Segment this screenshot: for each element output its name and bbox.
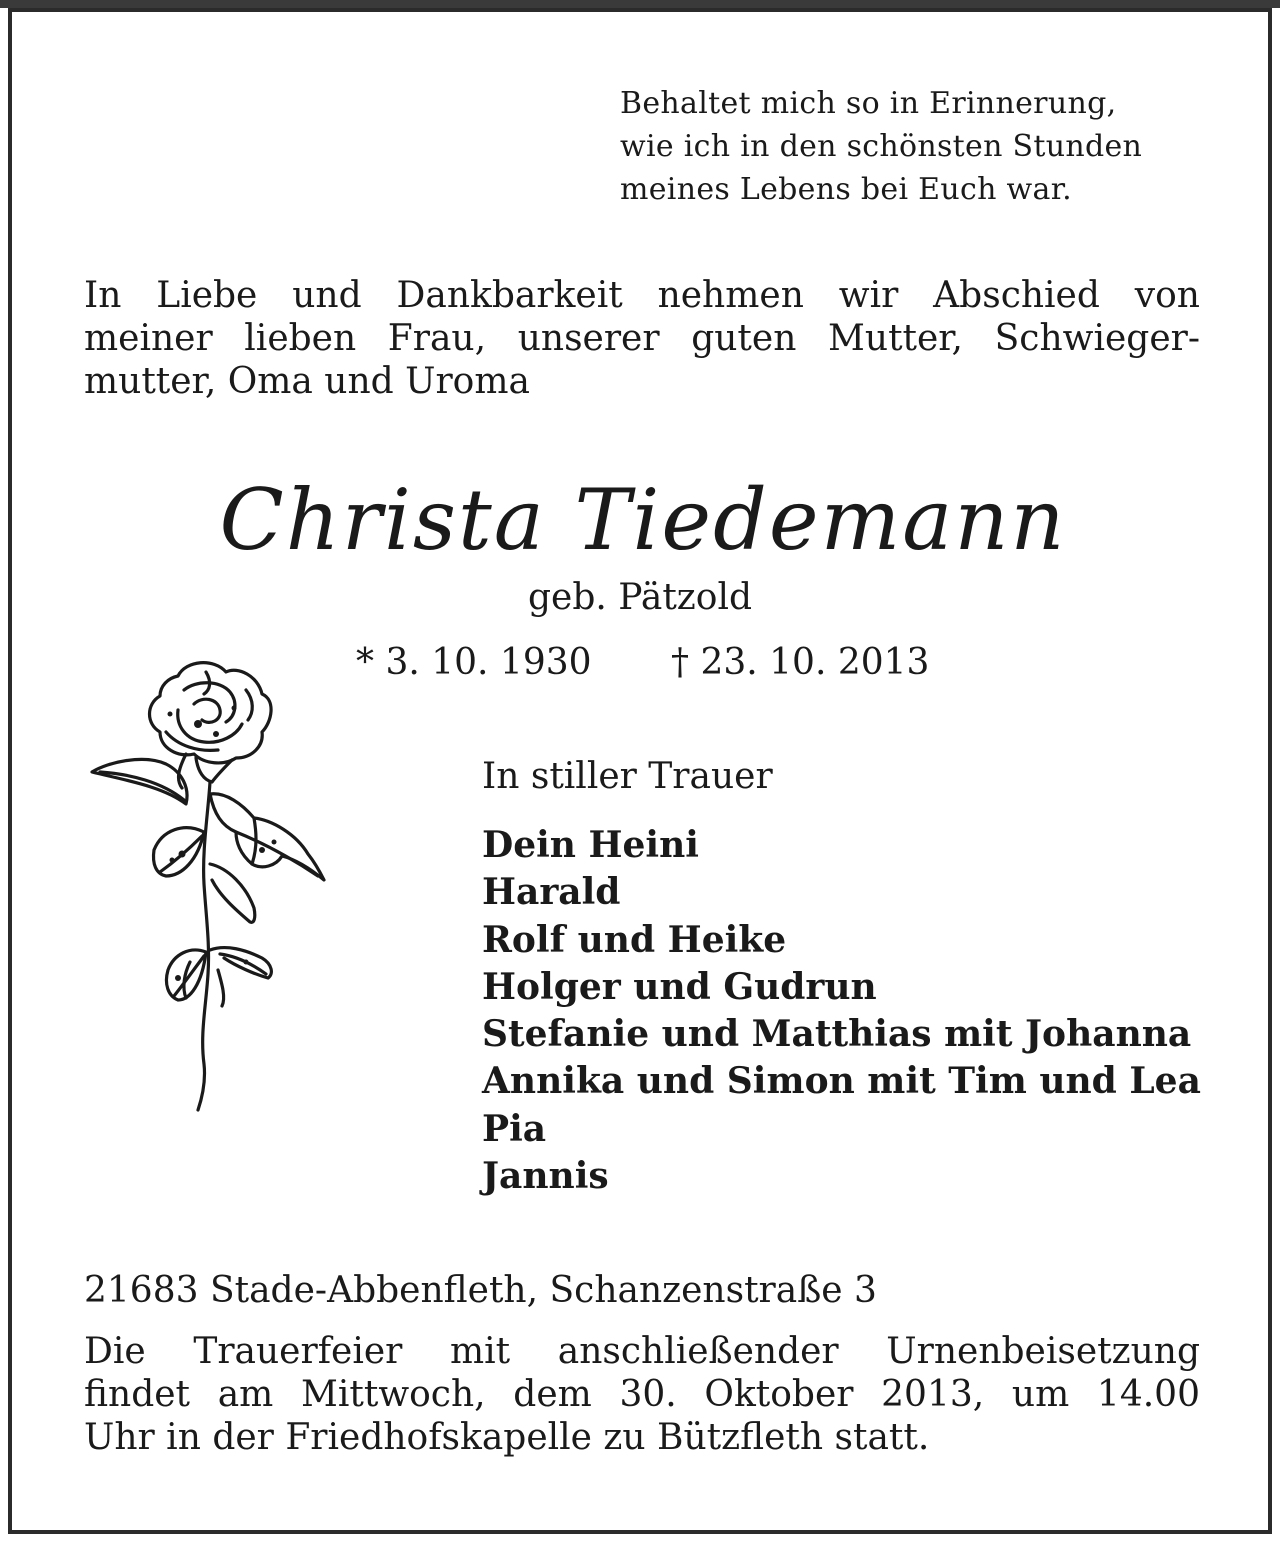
mourners-list [482,822,1201,1200]
intro-line-3: mutter, Oma und Uroma [84,361,530,402]
ceremony-line-2: findet am Mittwoch, dem 30. Oktober 2013, um 14.00 [84,1374,1200,1415]
farewell-intro [84,274,1200,403]
funeral-notice [84,1330,1200,1459]
quote-line-2: wie ich in den schönsten Stunden [620,129,1143,164]
list-item: Rolf und Heike [482,918,787,961]
memorial-quote [620,82,1240,211]
list-item: Jannis [482,1155,609,1198]
deceased-name: Christa Tiedemann [219,471,1067,569]
birth-date: * 3. 10. 1930 [356,642,592,683]
mourning-label: In stiller Trauer [482,756,773,797]
list-item: Harald [482,871,621,914]
list-item: Annika und Simon mit Tim und Lea [482,1060,1201,1103]
list-item: Pia [482,1107,547,1150]
quote-line-1: Behaltet mich so in Erinnerung, [620,86,1117,121]
list-item: Holger und Gudrun [482,965,877,1008]
ceremony-line-3: Uhr in der Friedhofskapelle zu Bützfleth statt. [84,1417,930,1458]
ceremony-line-1: Die Trauerfeier mit anschließender Urnenbeisetzung [84,1331,1200,1372]
birth-name: geb. Pätzold [527,577,752,618]
death-date: † 23. 10. 2013 [671,642,930,683]
family-address: 21683 Stade-Abbenfleth, Schanzenstraße 3 [84,1270,877,1311]
intro-line-1: In Liebe und Dankbarkeit nehmen wir Abschied von [84,275,1200,316]
top-edge [0,0,1280,8]
intro-line-2: meiner lieben Frau, unserer guten Mutter, Schwieger- [84,318,1200,359]
quote-line-3: meines Lebens bei Euch war. [620,172,1072,207]
life-dates [356,640,929,686]
list-item: Stefanie und Matthias mit Johanna [482,1013,1192,1056]
list-item: Dein Heini [482,824,699,866]
rose-icon [86,654,336,1114]
